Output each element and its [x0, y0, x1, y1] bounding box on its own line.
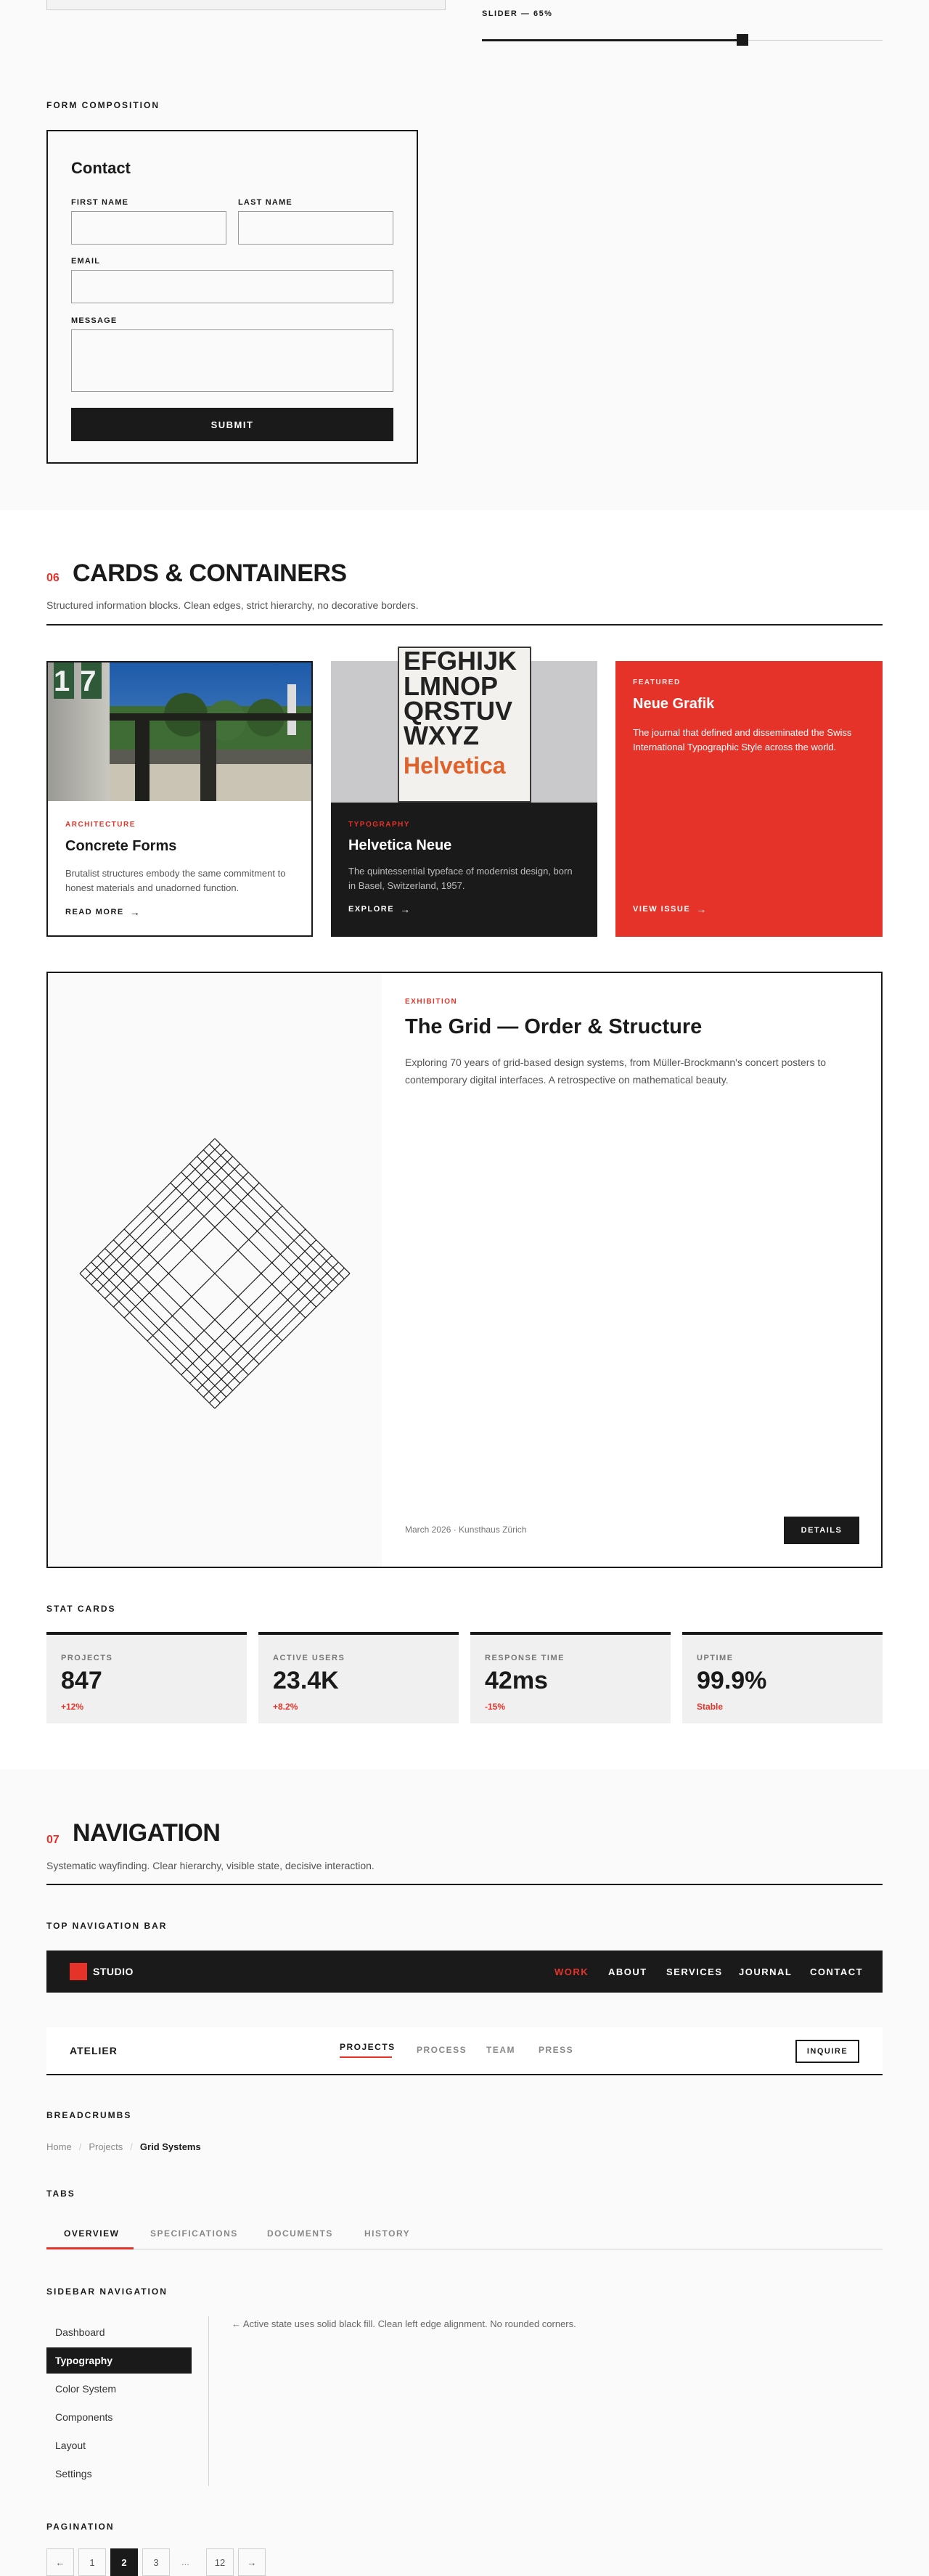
- subnav-link-press[interactable]: PRESS: [539, 2045, 574, 2055]
- poster-line-2: LMNOP: [404, 671, 498, 701]
- card-concrete-forms[interactable]: [46, 661, 313, 937]
- stat-delta: -15%: [485, 1702, 506, 1712]
- card-category: FEATURED: [633, 678, 681, 686]
- cards-section-description: Structured information blocks. Clean edges, strict hierarchy, no decorative borders.: [46, 599, 419, 611]
- poster-word: Helvetica: [404, 752, 506, 779]
- breadcrumb-projects[interactable]: Projects: [89, 2141, 123, 2152]
- form-title: Contact: [71, 159, 131, 177]
- arrow-right-icon: →: [696, 903, 708, 915]
- last-name-field[interactable]: [238, 211, 393, 245]
- breadcrumb: [46, 2141, 201, 2152]
- stat-label: RESPONSE TIME: [485, 1654, 565, 1662]
- tab-history[interactable]: HISTORY: [364, 2228, 411, 2239]
- sidebar-label: SIDEBAR NAVIGATION: [46, 2286, 168, 2297]
- nav-link-services[interactable]: SERVICES: [666, 1966, 723, 1977]
- details-button[interactable]: DETAILS: [784, 1517, 859, 1544]
- pagination-prev-button[interactable]: ←: [46, 2548, 74, 2576]
- stat-delta: +8.2%: [273, 1702, 298, 1712]
- pagination-page-12[interactable]: 12: [206, 2548, 234, 2576]
- card-neue-grafik[interactable]: [615, 661, 883, 937]
- sidebar-divider: [208, 2316, 209, 2486]
- sidebar-note: ← Active state uses solid black fill. Clean left edge alignment. No rounded corners.: [232, 2318, 576, 2329]
- stat-label: PROJECTS: [61, 1654, 113, 1662]
- secondary-navigation-bar: [46, 2027, 883, 2075]
- tab-documents[interactable]: DOCUMENTS: [267, 2228, 333, 2239]
- subnav-link-team[interactable]: TEAM: [486, 2045, 515, 2055]
- sidebar-item-dashboard[interactable]: Dashboard: [55, 2326, 105, 2338]
- subnav-active-underline: [340, 2056, 392, 2058]
- read-more-label: READ MORE: [65, 908, 124, 916]
- pagination-page-1[interactable]: 1: [78, 2548, 106, 2576]
- tab-specifications[interactable]: SPECIFICATIONS: [150, 2228, 238, 2239]
- form-section-label: FORM COMPOSITION: [46, 100, 160, 110]
- view-issue-link[interactable]: [633, 903, 708, 915]
- email-label: EMAIL: [71, 257, 101, 266]
- stat-label: UPTIME: [697, 1654, 734, 1662]
- breadcrumb-separator: /: [130, 2141, 133, 2152]
- last-name-label: LAST NAME: [238, 198, 292, 207]
- card-body: Brutalist structures embody the same commitment to honest materials and unadorned function.: [65, 868, 286, 893]
- card-category: TYPOGRAPHY: [348, 821, 411, 829]
- first-name-label: FIRST NAME: [71, 198, 129, 207]
- atelier-brand[interactable]: ATELIER: [70, 2045, 118, 2056]
- stat-card-uptime: [682, 1632, 883, 1723]
- first-name-field[interactable]: [71, 211, 226, 245]
- stat-card-response-time: [470, 1632, 671, 1723]
- tab-active-underline: [46, 2247, 134, 2249]
- card-image-architecture: [48, 663, 311, 801]
- stat-value: 99.9%: [697, 1667, 767, 1694]
- card-image-poster: [331, 646, 597, 803]
- topbar-label: TOP NAVIGATION BAR: [46, 1921, 168, 1931]
- nav-link-journal[interactable]: JOURNAL: [739, 1966, 793, 1977]
- breadcrumb-separator: /: [78, 2141, 82, 2152]
- feature-title: The Grid — Order & Structure: [405, 1015, 703, 1038]
- poster-line-3: QRSTUV: [404, 696, 513, 726]
- breadcrumb-home[interactable]: Home: [46, 2141, 72, 2152]
- message-label: MESSAGE: [71, 316, 118, 325]
- grid-diamond-icon: [75, 1134, 354, 1413]
- explore-label: EXPLORE: [348, 905, 395, 914]
- previous-input-bottom: [46, 0, 446, 10]
- poster-line-4: WXYZ: [404, 721, 479, 750]
- poster-line-1: EFGHIJK: [404, 646, 517, 676]
- contact-form: [46, 130, 418, 464]
- feature-card: [46, 972, 883, 1568]
- submit-button[interactable]: SUBMIT: [71, 408, 393, 441]
- stat-card-active-users: [258, 1632, 459, 1723]
- card-image-sign: 17: [54, 665, 107, 697]
- tabs-label: TABS: [46, 2189, 75, 2199]
- nav-section-description: Systematic wayfinding. Clear hierarchy, visible state, decisive interaction.: [46, 1860, 375, 1871]
- subnav-link-process[interactable]: PROCESS: [417, 2045, 467, 2055]
- card-body: The quintessential typeface of modernist design, born in Basel, Switzerland, 1957.: [348, 866, 573, 891]
- pagination-label: PAGINATION: [46, 2522, 115, 2532]
- sidebar-item-settings[interactable]: Settings: [55, 2468, 92, 2479]
- pagination-page-3[interactable]: 3: [142, 2548, 170, 2576]
- cards-section-number: 06: [46, 572, 60, 584]
- view-issue-label: VIEW ISSUE: [633, 905, 691, 914]
- card-category: ARCHITECTURE: [65, 821, 136, 829]
- pagination-next-button[interactable]: →: [238, 2548, 266, 2576]
- card-title: Concrete Forms: [65, 838, 177, 854]
- stat-value: 847: [61, 1667, 102, 1694]
- pagination-page-2[interactable]: 2: [110, 2548, 138, 2576]
- explore-link[interactable]: [348, 903, 412, 915]
- stat-card-projects: [46, 1632, 247, 1723]
- stat-label: ACTIVE USERS: [273, 1654, 345, 1662]
- arrow-right-icon: →: [400, 903, 412, 915]
- stat-value: 42ms: [485, 1667, 548, 1694]
- nav-link-about[interactable]: ABOUT: [608, 1966, 647, 1977]
- nav-section-rule: [46, 1884, 883, 1885]
- stat-delta: +12%: [61, 1702, 84, 1712]
- poster: [398, 647, 531, 803]
- message-field[interactable]: [71, 329, 393, 392]
- stat-delta: Stable: [697, 1702, 724, 1712]
- stat-value: 23.4K: [273, 1667, 339, 1694]
- feature-category: EXHIBITION: [405, 998, 458, 1006]
- breadcrumbs-label: BREADCRUMBS: [46, 2110, 132, 2120]
- sidebar-item-layout[interactable]: Layout: [55, 2440, 86, 2451]
- sidebar-item-typography[interactable]: Typography: [46, 2347, 192, 2374]
- feature-meta: March 2026 · Kunsthaus Zürich: [405, 1525, 527, 1535]
- stats-label: STAT CARDS: [46, 1604, 116, 1614]
- brand-name[interactable]: STUDIO: [93, 1966, 134, 1977]
- feature-image-panel: [48, 973, 382, 1567]
- nav-section-number: 07: [46, 1834, 60, 1846]
- feature-body: Exploring 70 years of grid-based design systems, from Müller-Brockmann's concert posters to contemporary digital interfaces. A retrospective on mathematical beauty.: [405, 1057, 827, 1086]
- card-title: Neue Grafik: [633, 696, 715, 712]
- nav-link-work[interactable]: WORK: [554, 1966, 589, 1977]
- card-helvetica-neue[interactable]: [331, 646, 597, 937]
- inquire-button[interactable]: INQUIRE: [795, 2040, 859, 2063]
- tab-overview[interactable]: OVERVIEW: [64, 2228, 120, 2239]
- arrow-right-icon: →: [129, 906, 142, 918]
- cards-section-title: CARDS & CONTAINERS: [73, 559, 347, 587]
- slider-thumb[interactable]: [737, 34, 748, 46]
- read-more-link[interactable]: [65, 906, 141, 918]
- breadcrumb-current: Grid Systems: [139, 2141, 201, 2152]
- subnav-link-projects[interactable]: PROJECTS: [340, 2042, 396, 2052]
- slider-label: SLIDER — 65%: [482, 9, 553, 18]
- sidebar-item-components[interactable]: Components: [55, 2411, 113, 2423]
- sidebar-item-color-system[interactable]: Color System: [55, 2383, 117, 2395]
- nav-section-title: NAVIGATION: [73, 1819, 221, 1847]
- email-field[interactable]: [71, 270, 393, 303]
- cards-section-rule: [46, 624, 883, 625]
- card-body: The journal that defined and disseminated the Swiss International Typographic Style across the world.: [633, 727, 852, 752]
- brand-logo-square: [70, 1963, 87, 1980]
- pagination-ellipsis: ...: [181, 2556, 189, 2567]
- top-navigation-bar: [46, 1951, 883, 1993]
- slider-track-fill: [482, 39, 742, 41]
- nav-link-contact[interactable]: CONTACT: [810, 1966, 864, 1977]
- card-title: Helvetica Neue: [348, 837, 452, 853]
